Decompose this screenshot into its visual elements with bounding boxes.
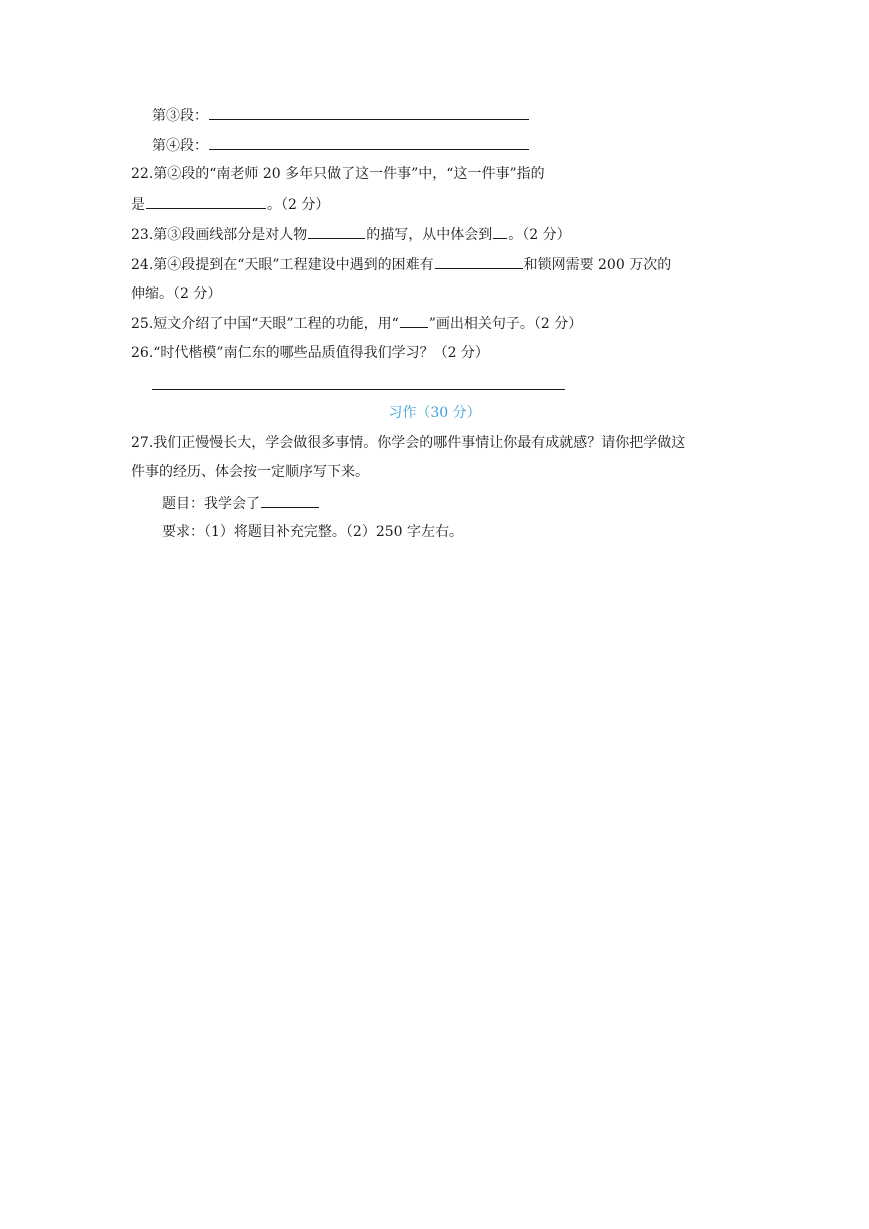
- paragraph-4-label: 第④段：: [152, 138, 208, 154]
- question-27-title-blank[interactable]: [261, 493, 319, 508]
- question-27-requirements: 要求：（1）将题目补充完整。（2）250 字左右。: [162, 524, 463, 540]
- question-24-prefix: 24.第④段提到在“天眼”工程建设中遇到的困难有: [131, 257, 434, 273]
- question-23-middle: 的描写，从中体会到: [366, 227, 493, 243]
- question-22-line-1: 22.第②段的“南老师 20 多年只做了这一件事”中，“这一件事”指的: [131, 166, 545, 182]
- question-24-line-1: [131, 254, 671, 275]
- question-27-line-1: 27.我们正慢慢长大，学会做很多事情。你学会的哪件事情让你最有成就感？请你把学做这: [131, 435, 686, 451]
- paragraph-4-blank[interactable]: [209, 135, 529, 150]
- question-22-line-2: [131, 194, 329, 215]
- question-23-prefix: 23.第③段画线部分是对人物: [131, 227, 308, 243]
- paragraph-3-blank[interactable]: [209, 105, 529, 120]
- section-title-composition: 习作（30 分）: [388, 405, 481, 421]
- question-22-prefix: 是: [131, 197, 145, 213]
- question-24-blank[interactable]: [435, 254, 523, 269]
- question-27-title-row: [162, 493, 320, 514]
- question-22-blank[interactable]: [146, 194, 266, 209]
- question-26: 26.“时代楷模”南仁东的哪些品质值得我们学习？（2 分）: [131, 345, 489, 361]
- question-23-blank-2[interactable]: [493, 224, 507, 239]
- paragraph-3-answer-row: [152, 105, 530, 126]
- paragraph-4-answer-row: [152, 135, 530, 156]
- question-24-line-2: 伸缩。（2 分）: [131, 286, 222, 302]
- question-23-blank-1[interactable]: [308, 224, 365, 239]
- question-27-title-label: 题目：我学会了: [162, 496, 260, 512]
- question-25-suffix: ”画出相关句子。（2 分）: [428, 316, 583, 332]
- question-22-suffix: 。（2 分）: [267, 197, 330, 213]
- question-25-underline-sample: [400, 313, 428, 328]
- question-27-line-2: 件事的经历、体会按一定顺序写下来。: [131, 464, 369, 480]
- question-23: [131, 224, 571, 245]
- question-26-answer-line[interactable]: [152, 389, 565, 390]
- paragraph-3-label: 第③段：: [152, 108, 208, 124]
- question-23-suffix: 。（2 分）: [508, 227, 571, 243]
- question-25: [131, 313, 582, 334]
- question-25-prefix: 25.短文介绍了中国“天眼”工程的功能，用“: [131, 316, 399, 332]
- question-24-suffix: 和锁网需要 200 万次的: [523, 257, 672, 273]
